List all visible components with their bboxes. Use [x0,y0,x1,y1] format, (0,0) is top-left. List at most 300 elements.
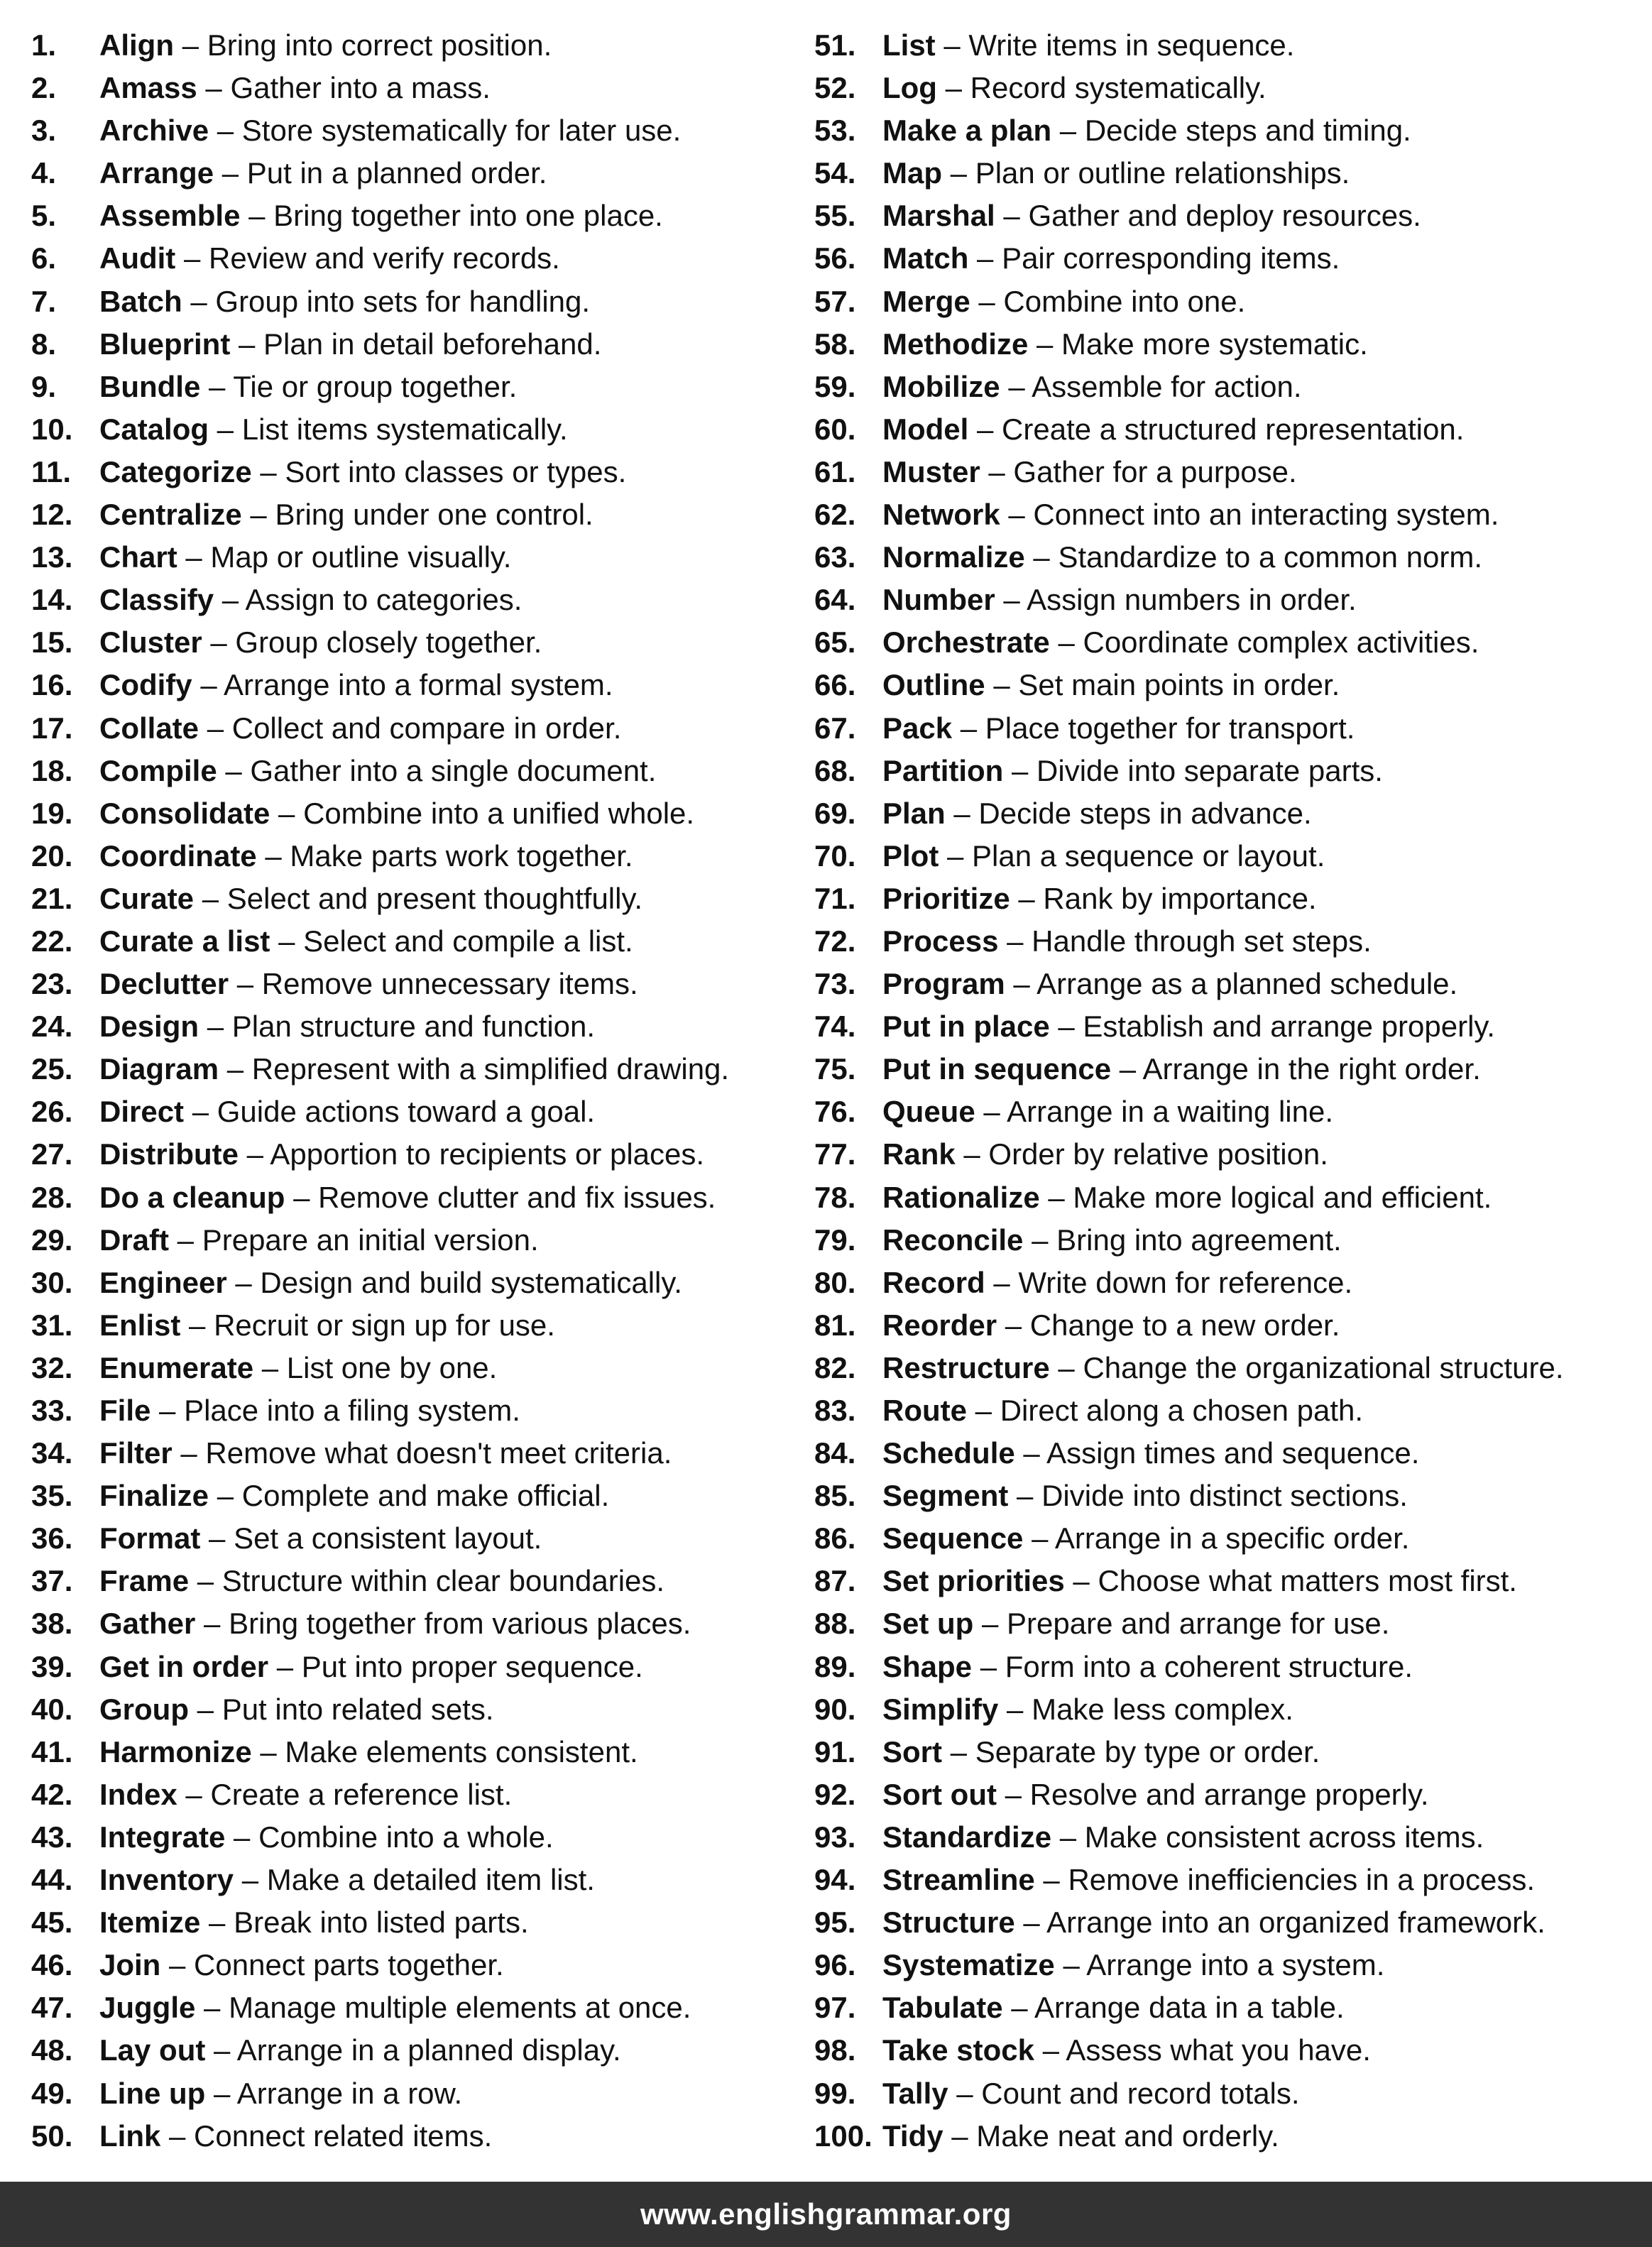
item-definition: Make elements consistent. [285,1734,638,1768]
item-body [882,707,1355,750]
list-item [814,1688,1645,1731]
item-body [99,878,642,920]
item-separator: – [205,2033,237,2067]
item-body [882,1560,1517,1602]
item-definition: Plan or outline relationships. [975,156,1350,190]
item-term: Schedule [882,1436,1015,1470]
item-separator: – [195,1991,229,2025]
item-body [882,664,1340,706]
item-definition: Sort into classes or types. [285,454,627,488]
item-definition: Place together for transport. [985,711,1355,745]
item-body [99,1090,595,1133]
item-separator: – [270,924,304,958]
item-separator: – [175,241,209,275]
list-item [814,24,1645,67]
item-body [99,451,626,493]
item-definition: Remove unnecessary items. [261,967,638,1001]
item-separator: – [1039,1180,1073,1214]
item-number: 56. [814,241,856,275]
item-body [99,493,593,536]
item-number: 34. [31,1436,73,1470]
list-item [31,109,805,152]
list-item [814,878,1645,920]
item-term: Index [99,1777,177,1811]
item-term: Structure [882,1906,1015,1940]
item-number: 89. [814,1649,856,1683]
item-definition: Make consistent across items. [1084,1820,1484,1854]
list-item [31,1646,805,1688]
item-term: Blueprint [99,327,231,361]
item-number: 38. [31,1607,73,1641]
list-item [814,1646,1645,1688]
item-separator: – [202,625,236,660]
item-body [882,579,1357,621]
item-term: Integrate [99,1820,226,1854]
list-item [814,1262,1645,1304]
item-definition: Handle through set steps. [1032,924,1372,958]
item-number: 42. [31,1777,73,1811]
item-definition: Standardize to a common norm. [1058,540,1483,574]
item-definition: Order by relative position. [988,1137,1328,1171]
item-term: Juggle [99,1991,196,2025]
item-body [882,366,1302,408]
item-separator: – [219,1052,252,1086]
item-number: 61. [814,454,856,488]
item-term: Restructure [882,1350,1050,1384]
item-term: Bundle [99,369,201,403]
item-number: 58. [814,327,856,361]
list-item [31,195,805,237]
item-number: 98. [814,2033,856,2067]
list-item [31,1816,805,1859]
item-number: 69. [814,796,856,830]
item-number: 3. [31,114,57,148]
item-separator: – [1034,1863,1068,1897]
item-definition: Tie or group together. [233,369,518,403]
item-number: 44. [31,1863,73,1897]
item-separator: – [1111,1052,1143,1086]
list-item [31,835,805,878]
item-body [882,1901,1546,1944]
list-item [814,451,1645,493]
item-term: Link [99,2118,161,2153]
item-separator: – [160,2118,195,2153]
item-separator: – [973,1607,1007,1641]
item-definition: Choose what matters most first. [1098,1564,1517,1598]
item-definition: Combine into a unified whole. [303,796,695,830]
list-item [814,366,1645,408]
list-item [814,1859,1645,1901]
item-body [882,1986,1345,2029]
item-body [882,1090,1333,1133]
item-definition: Make less complex. [1032,1692,1293,1726]
item-term: Amass [99,71,197,105]
list-item [31,1090,805,1133]
item-definition: Arrange into a formal system. [224,668,613,702]
item-body [99,579,522,621]
item-body [99,1944,504,1986]
item-term: Network [882,498,1000,532]
item-number: 4. [31,156,57,190]
item-separator: – [995,199,1029,233]
item-term: Systematize [882,1948,1055,1982]
item-number: 94. [814,1863,856,1897]
item-separator: – [935,28,969,62]
item-separator: – [234,1863,267,1897]
item-separator: – [214,583,246,617]
item-definition: Collect and compare in order. [231,711,622,745]
item-body [882,323,1368,366]
list-item [814,1005,1645,1048]
item-separator: – [200,1521,234,1556]
list-item [31,1517,805,1560]
list-item [31,408,805,451]
item-separator: – [948,2076,982,2110]
item-term: Reconcile [882,1223,1024,1257]
item-body [99,1475,609,1517]
item-body [882,920,1372,963]
list-item [814,195,1645,237]
item-definition: Gather into a single document. [250,753,657,787]
item-separator: – [241,498,275,532]
list-item [31,2115,805,2158]
item-definition: Combine into one. [1003,284,1246,318]
item-separator: – [943,2118,977,2153]
item-body [882,109,1411,152]
item-body [99,152,547,195]
item-term: Outline [882,668,985,702]
item-definition: Direct along a chosen path. [1000,1394,1364,1427]
item-term: Queue [882,1095,975,1129]
item-body [882,451,1297,493]
list-item [31,1048,805,1090]
item-definition: Manage multiple elements at once. [229,1991,691,2025]
list-item [814,1816,1645,1859]
item-body [99,24,552,67]
item-body [99,1133,704,1176]
item-definition: Arrange as a planned schedule. [1036,967,1458,1001]
item-definition: Break into listed parts. [234,1906,529,1940]
list-item [814,1304,1645,1347]
item-separator: – [1024,540,1059,574]
list-item [31,920,805,963]
item-body [882,1773,1429,1816]
item-term: Lay out [99,2033,206,2067]
list-item [31,67,805,109]
item-body [99,1347,497,1389]
item-body [882,1432,1419,1475]
item-definition: Rank by importance. [1043,881,1317,915]
item-term: Prioritize [882,881,1010,915]
list-item [814,920,1645,963]
list-item [31,237,805,280]
item-body [882,1005,1495,1048]
item-definition: Assign numbers in order. [1027,583,1357,617]
list-item [31,1262,805,1304]
item-body [99,1262,682,1304]
footer-url[interactable]: www.englishgrammar.org [640,2197,1012,2231]
item-term: Simplify [882,1692,999,1726]
item-definition: Place into a filing system. [184,1394,520,1427]
item-number: 25. [31,1052,73,1086]
item-definition: Make neat and orderly. [976,2118,1279,2153]
list-item [814,707,1645,750]
item-number: 51. [814,28,856,62]
item-body [99,1688,494,1731]
item-body [99,366,517,408]
item-separator: – [980,454,1014,488]
item-term: Set up [882,1607,974,1641]
list-item [31,24,805,67]
item-number: 95. [814,1906,856,1940]
item-separator: – [1014,1906,1047,1940]
list-item [814,2072,1645,2115]
item-separator: – [942,156,975,190]
item-separator: – [180,1308,214,1342]
item-body [99,792,694,835]
item-number: 43. [31,1820,73,1854]
item-definition: Guide actions toward a goal. [217,1095,596,1129]
item-term: Centralize [99,498,242,532]
item-separator: – [209,114,242,148]
list-item [31,621,805,664]
list-item [814,536,1645,579]
item-number: 84. [814,1436,856,1470]
item-body [99,109,681,152]
item-term: Finalize [99,1479,209,1513]
list-item [814,1602,1645,1645]
item-term: Number [882,583,995,617]
item-number: 1. [31,28,57,62]
item-term: Tabulate [882,1991,1003,2025]
item-definition: Coordinate complex activities. [1083,625,1479,660]
item-body [882,1133,1328,1176]
item-number: 91. [814,1734,856,1768]
item-definition: Divide into separate parts. [1036,753,1383,787]
item-term: List [882,28,936,62]
item-definition: Group closely together. [235,625,542,660]
item-body [882,1816,1484,1859]
item-body [99,1176,716,1219]
item-term: Plot [882,838,939,873]
item-separator: – [251,1734,285,1768]
item-term: Pack [882,711,953,745]
item-body [99,237,560,280]
item-separator: – [270,796,304,830]
list-item [31,451,805,493]
item-definition: Establish and arrange properly. [1083,1010,1495,1044]
item-term: Consolidate [99,796,270,830]
item-term: Tally [882,2076,948,2110]
item-term: Direct [99,1095,185,1129]
item-separator: – [229,967,262,1001]
list-item [31,2029,805,2072]
item-separator: – [169,1223,202,1257]
item-number: 26. [31,1095,73,1129]
item-number: 80. [814,1265,856,1299]
item-term: Catalog [99,412,209,446]
list-item [814,280,1645,323]
item-term: Codify [99,668,192,702]
list-item [31,1602,805,1645]
item-term: Distribute [99,1137,239,1171]
list-item [31,493,805,536]
item-number: 74. [814,1010,856,1044]
item-separator: – [214,156,247,190]
list-item [814,1048,1645,1090]
item-body [882,1731,1320,1773]
list-item [31,1389,805,1432]
item-separator: – [205,2076,237,2110]
item-term: Make a plan [882,114,1052,148]
item-definition: Arrange in a row. [236,2076,463,2110]
list-item [31,1773,805,1816]
item-separator: – [1049,625,1083,660]
item-separator: – [253,1350,287,1384]
item-definition: Plan a sequence or layout. [972,838,1325,873]
list-item [814,1773,1645,1816]
item-separator: – [985,1265,1019,1299]
item-separator: – [192,668,224,702]
right-column [814,24,1645,2158]
item-body [99,835,633,878]
item-number: 35. [31,1479,73,1513]
item-body [882,493,1499,536]
item-term: Partition [882,753,1004,787]
list-item [31,1304,805,1347]
item-separator: – [936,71,970,105]
item-definition: Put in a planned order. [246,156,547,190]
list-item [814,1133,1645,1176]
item-separator: – [939,838,973,873]
item-definition: Gather into a mass. [230,71,491,105]
list-item [31,664,805,706]
item-body [99,1816,554,1859]
item-body [99,1389,520,1432]
item-term: Join [99,1948,161,1982]
item-term: Curate [99,881,195,915]
item-separator: – [967,1394,1000,1427]
item-body [99,1560,664,1602]
item-separator: – [177,540,211,574]
item-term: Tidy [882,2118,943,2153]
item-separator: – [1000,498,1034,532]
item-number: 68. [814,753,856,787]
item-body [99,1219,539,1262]
item-separator: – [1010,881,1044,915]
item-definition: Plan in detail beforehand. [263,327,602,361]
item-number: 54. [814,156,856,190]
item-definition: Select and compile a list. [303,924,633,958]
item-definition: Record systematically. [970,71,1267,105]
item-body [882,1389,1363,1432]
list-item [814,109,1645,152]
item-definition: Review and verify records. [209,241,560,275]
item-separator: – [200,1906,234,1940]
item-separator: – [160,1948,195,1982]
item-number: 71. [814,881,856,915]
item-number: 81. [814,1308,856,1342]
list-item [31,707,805,750]
item-separator: – [195,1607,229,1641]
item-number: 83. [814,1394,856,1427]
item-definition: Gather and deploy resources. [1028,199,1421,233]
item-term: Harmonize [99,1734,252,1768]
item-number: 62. [814,498,856,532]
item-separator: – [184,1095,217,1129]
item-definition: Prepare an initial version. [202,1223,539,1257]
item-number: 50. [31,2118,73,2153]
list-item [814,408,1645,451]
item-body [99,1646,643,1688]
item-number: 15. [31,625,73,660]
item-number: 45. [31,1906,73,1940]
list-item [814,1475,1645,1517]
item-separator: – [1000,369,1032,403]
item-number: 59. [814,369,856,403]
item-number: 90. [814,1692,856,1726]
list-item [31,1944,805,1986]
item-term: Plan [882,796,946,830]
item-number: 77. [814,1137,856,1171]
item-number: 30. [31,1265,73,1299]
item-number: 53. [814,114,856,148]
item-definition: Write items in sequence. [968,28,1295,62]
item-number: 46. [31,1948,73,1982]
item-number: 99. [814,2076,856,2110]
item-number: 6. [31,241,57,275]
item-term: Declutter [99,967,229,1001]
item-term: Enlist [99,1308,181,1342]
item-body [99,621,542,664]
item-separator: – [1014,1436,1047,1470]
item-term: Normalize [882,540,1025,574]
item-number: 19. [31,796,73,830]
item-body [882,2029,1371,2072]
item-term: Marshal [882,199,995,233]
item-term: Draft [99,1223,170,1257]
item-body [99,920,633,963]
item-definition: Write down for reference. [1018,1265,1353,1299]
item-number: 21. [31,881,73,915]
item-term: Diagram [99,1052,219,1086]
item-separator: – [1064,1564,1098,1598]
item-definition: Remove clutter and fix issues. [318,1180,716,1214]
list-item [31,1432,805,1475]
item-separator: – [1002,1991,1034,2025]
item-number: 27. [31,1137,73,1171]
item-body [99,536,511,579]
item-definition: Put into proper sequence. [301,1649,643,1683]
item-body [99,1986,691,2029]
item-number: 13. [31,540,73,574]
item-term: Rank [882,1137,956,1171]
item-definition: Store systematically for later use. [241,114,682,148]
item-definition: Divide into distinct sections. [1041,1479,1408,1513]
item-number: 48. [31,2033,73,2067]
item-separator: – [972,1649,1005,1683]
item-separator: – [998,924,1032,958]
item-definition: Arrange in a specific order. [1054,1521,1410,1556]
item-term: Coordinate [99,838,257,873]
item-definition: Arrange in a waiting line. [1007,1095,1334,1129]
item-definition: Decide steps in advance. [978,796,1312,830]
item-number: 24. [31,1010,73,1044]
item-definition: Arrange in the right order. [1142,1052,1481,1086]
item-separator: – [177,1777,211,1811]
item-term: Orchestrate [882,625,1050,660]
item-body [882,237,1340,280]
